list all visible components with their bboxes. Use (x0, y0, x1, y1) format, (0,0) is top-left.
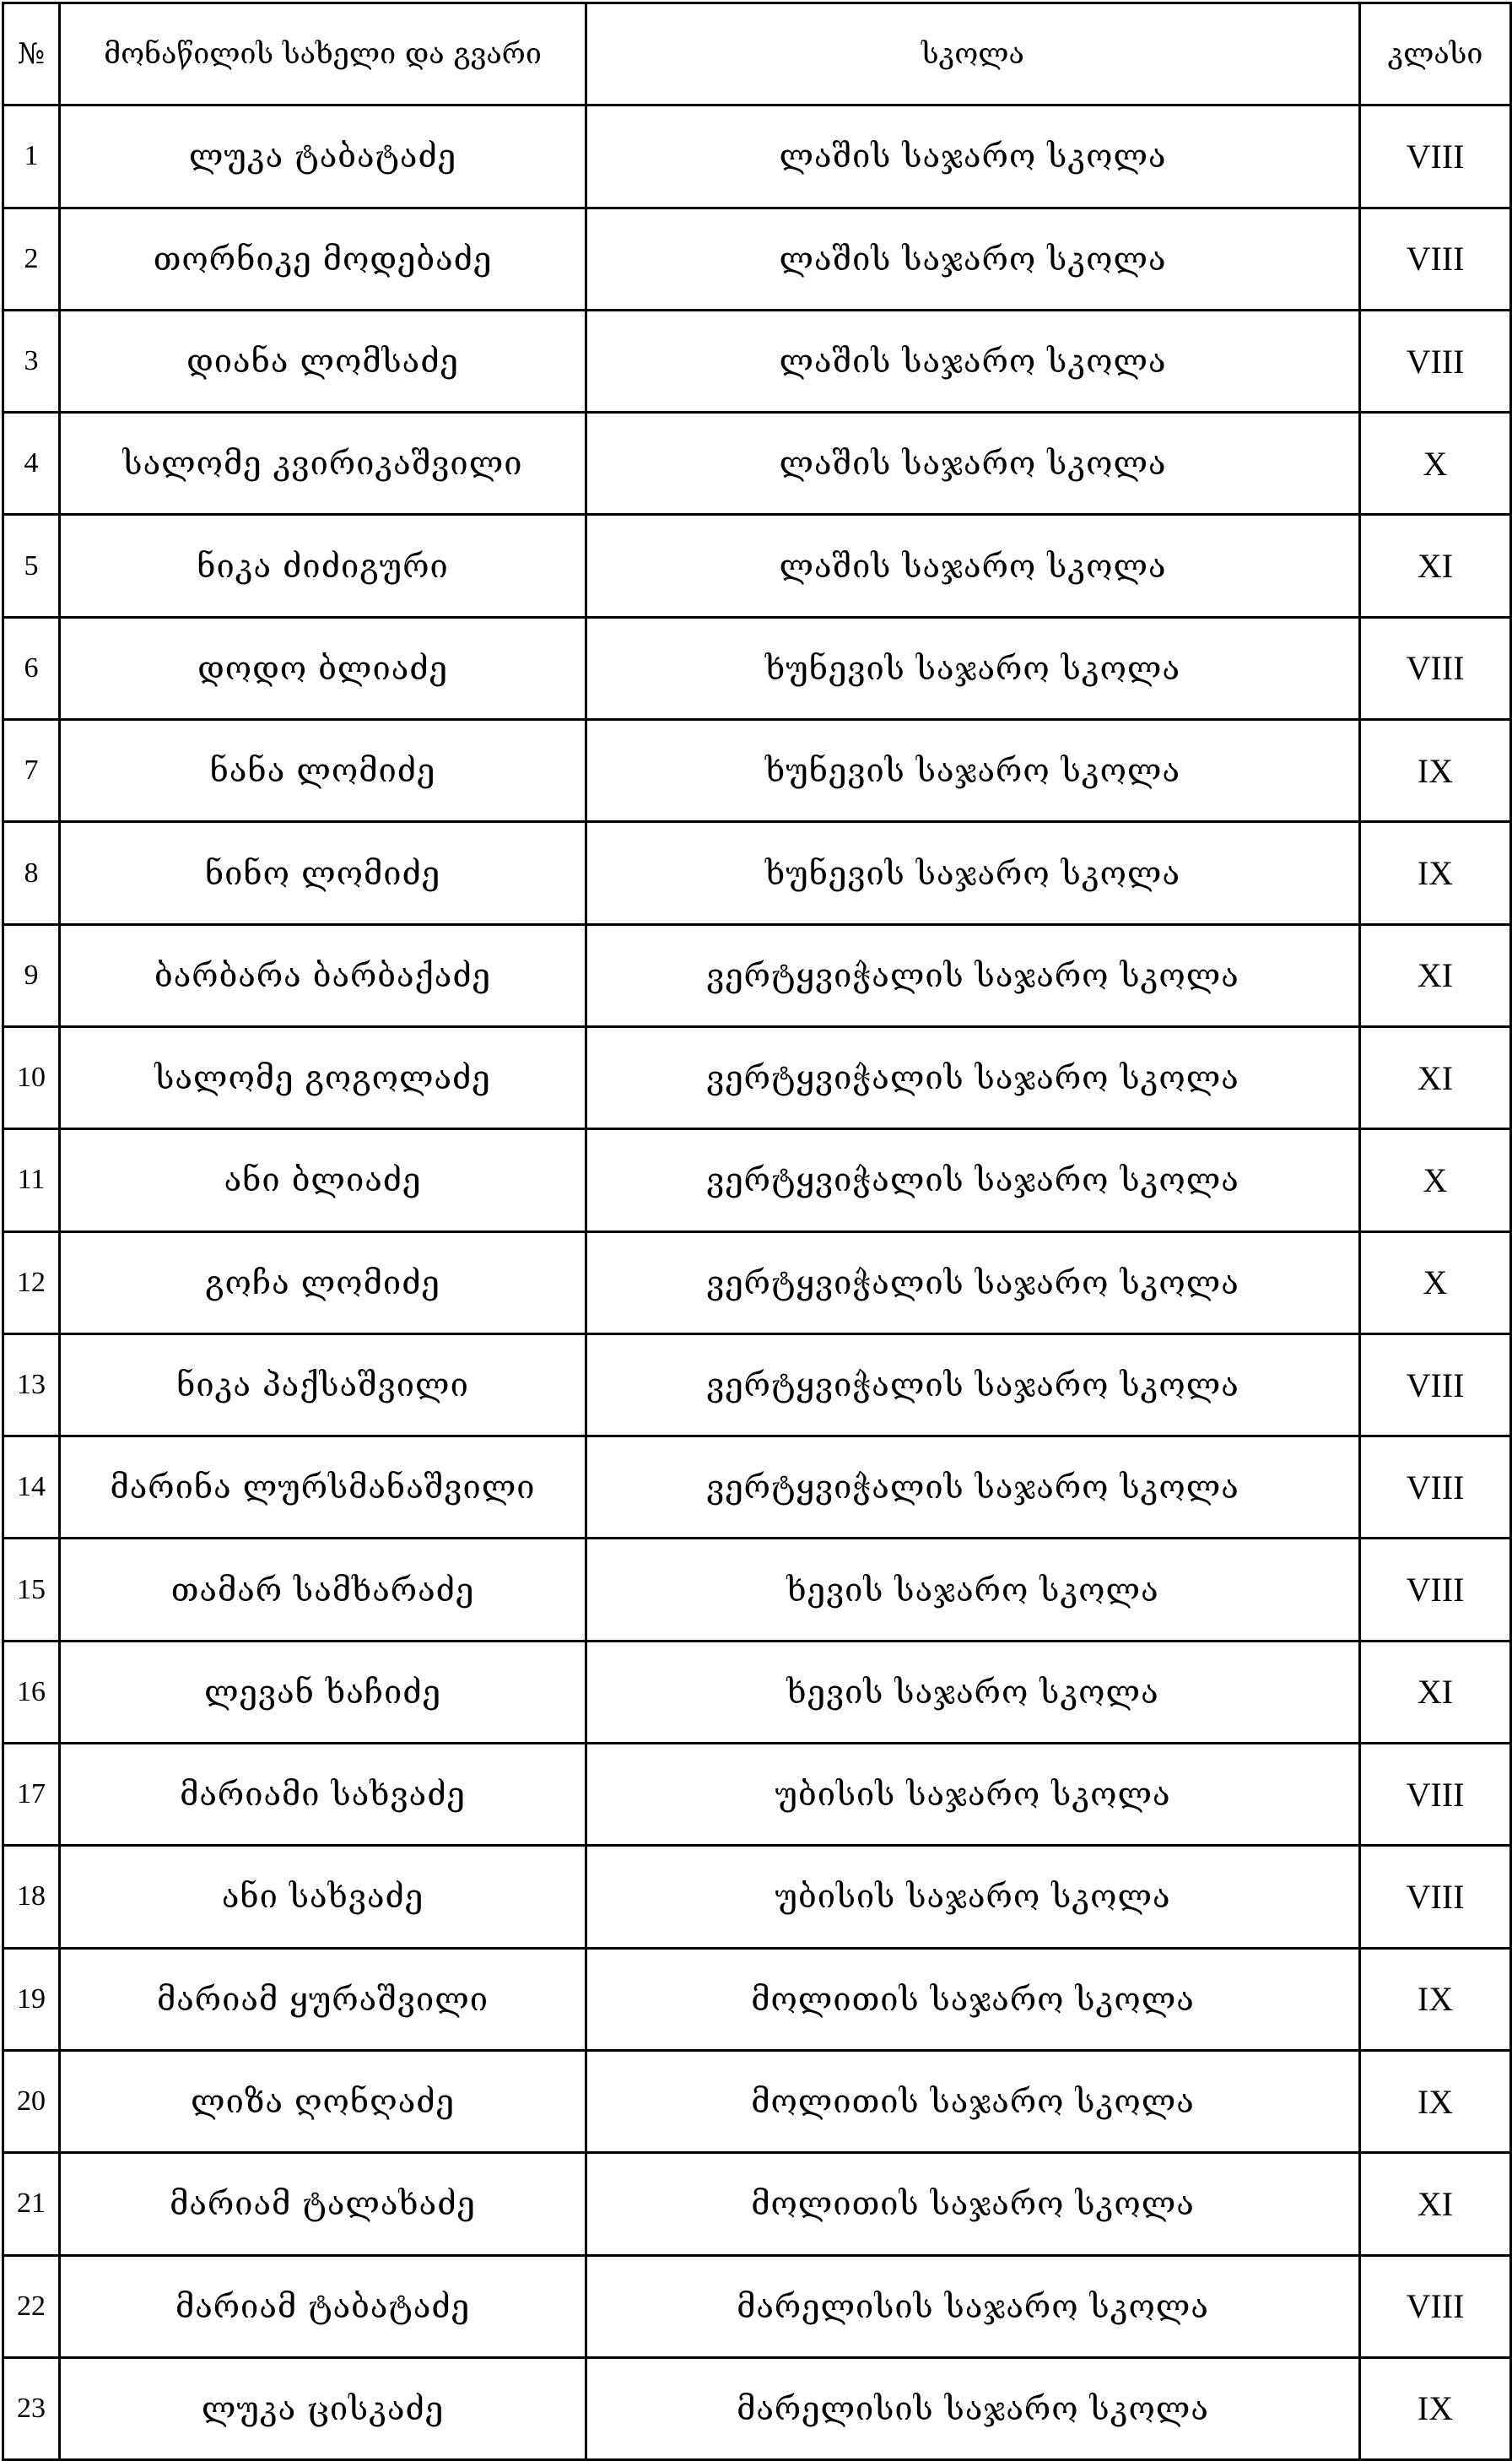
table-row (3, 720, 1511, 822)
cell-class: XI (1360, 1641, 1511, 1743)
cell-number: 14 (3, 1436, 60, 1539)
cell-participant-name: მარიამ ყურაშვილი (60, 1948, 586, 2050)
table-row (3, 617, 1511, 719)
table-row (3, 1333, 1511, 1436)
cell-class: IX (1360, 1948, 1511, 2050)
cell-class: VIII (1360, 1333, 1511, 1436)
cell-participant-name: გოჩა ლომიძე (60, 1231, 586, 1333)
header-class: კლასი (1360, 3, 1511, 105)
cell-number: 5 (3, 515, 60, 617)
table-row (3, 515, 1511, 617)
table-row (3, 1846, 1511, 1948)
cell-participant-name: ნანა ლომიძე (60, 720, 586, 822)
table-row (3, 1436, 1511, 1539)
cell-class: VIII (1360, 105, 1511, 208)
cell-class: VIII (1360, 1539, 1511, 1641)
cell-school: ლაშის საჯარო სკოლა (586, 515, 1360, 617)
cell-number: 11 (3, 1129, 60, 1231)
table-row (3, 2050, 1511, 2152)
cell-participant-name: ლუკა ცისკაძე (60, 2357, 586, 2459)
cell-number: 3 (3, 310, 60, 412)
cell-participant-name: ბარბარა ბარბაქაძე (60, 924, 586, 1026)
cell-class: XI (1360, 924, 1511, 1026)
cell-school: მარელისის საჯარო სკოლა (586, 2255, 1360, 2357)
cell-number: 15 (3, 1539, 60, 1641)
cell-class: XI (1360, 515, 1511, 617)
cell-number: 20 (3, 2050, 60, 2152)
table-row (3, 1948, 1511, 2050)
cell-school: მოლითის საჯარო სკოლა (586, 2153, 1360, 2255)
table-row (3, 105, 1511, 208)
cell-number: 17 (3, 1744, 60, 1846)
cell-school: ხუნევის საჯარო სკოლა (586, 822, 1360, 924)
table-body (3, 105, 1511, 2460)
cell-school: ვერტყვიჭალის საჯარო სკოლა (586, 1026, 1360, 1128)
cell-number: 13 (3, 1333, 60, 1436)
table-row (3, 1744, 1511, 1846)
cell-class: XI (1360, 2153, 1511, 2255)
cell-class: IX (1360, 822, 1511, 924)
cell-number: 18 (3, 1846, 60, 1948)
cell-participant-name: ანი სახვაძე (60, 1846, 586, 1948)
cell-school: უბისის საჯარო სკოლა (586, 1744, 1360, 1846)
cell-school: ლაშის საჯარო სკოლა (586, 105, 1360, 208)
table-row (3, 1231, 1511, 1333)
cell-school: ვერტყვიჭალის საჯარო სკოლა (586, 1231, 1360, 1333)
cell-class: VIII (1360, 208, 1511, 310)
cell-class: X (1360, 1129, 1511, 1231)
table-row (3, 2255, 1511, 2357)
cell-school: ხევის საჯარო სკოლა (586, 1641, 1360, 1743)
table-row (3, 924, 1511, 1026)
cell-class: VIII (1360, 617, 1511, 719)
table-row (3, 1129, 1511, 1231)
cell-school: ლაშის საჯარო სკოლა (586, 208, 1360, 310)
cell-participant-name: მარიამ ტაბატაძე (60, 2255, 586, 2357)
cell-number: 21 (3, 2153, 60, 2255)
cell-school: მარელისის საჯარო სკოლა (586, 2357, 1360, 2459)
header-participant-name: მონაწილის სახელი და გვარი (60, 3, 586, 105)
cell-class: VIII (1360, 1846, 1511, 1948)
cell-school: ლაშის საჯარო სკოლა (586, 413, 1360, 515)
cell-participant-name: დიანა ლომსაძე (60, 310, 586, 412)
table-row (3, 2153, 1511, 2255)
cell-class: IX (1360, 2050, 1511, 2152)
cell-number: 8 (3, 822, 60, 924)
cell-school: ხუნევის საჯარო სკოლა (586, 720, 1360, 822)
cell-participant-name: დოდო ბლიაძე (60, 617, 586, 719)
header-number: № (3, 3, 60, 105)
header-school: სკოლა (586, 3, 1360, 105)
cell-participant-name: სალომე გოგოლაძე (60, 1026, 586, 1128)
cell-number: 10 (3, 1026, 60, 1128)
cell-number: 22 (3, 2255, 60, 2357)
cell-number: 4 (3, 413, 60, 515)
cell-class: VIII (1360, 1744, 1511, 1846)
table-row (3, 2357, 1511, 2459)
cell-participant-name: მარიამ ტალახაძე (60, 2153, 586, 2255)
cell-school: მოლითის საჯარო სკოლა (586, 2050, 1360, 2152)
participants-table (2, 2, 1512, 2461)
table-row (3, 1539, 1511, 1641)
cell-number: 1 (3, 105, 60, 208)
cell-participant-name: თორნიკე მოდებაძე (60, 208, 586, 310)
cell-participant-name: ნინო ლომიძე (60, 822, 586, 924)
cell-class: VIII (1360, 2255, 1511, 2357)
cell-school: ლაშის საჯარო სკოლა (586, 310, 1360, 412)
cell-school: ხევის საჯარო სკოლა (586, 1539, 1360, 1641)
cell-participant-name: ლუკა ტაბატაძე (60, 105, 586, 208)
cell-participant-name: ნიკა პაქსაშვილი (60, 1333, 586, 1436)
cell-participant-name: სალომე კვირიკაშვილი (60, 413, 586, 515)
table-header-row (3, 3, 1511, 105)
table-row (3, 310, 1511, 412)
cell-number: 19 (3, 1948, 60, 2050)
cell-number: 12 (3, 1231, 60, 1333)
cell-school: ხუნევის საჯარო სკოლა (586, 617, 1360, 719)
cell-participant-name: ნიკა ძიძიგური (60, 515, 586, 617)
table-row (3, 208, 1511, 310)
cell-school: უბისის საჯარო სკოლა (586, 1846, 1360, 1948)
table-row (3, 1026, 1511, 1128)
cell-number: 6 (3, 617, 60, 719)
cell-school: ვერტყვიჭალის საჯარო სკოლა (586, 1333, 1360, 1436)
table-row (3, 1641, 1511, 1743)
cell-number: 2 (3, 208, 60, 310)
cell-class: IX (1360, 720, 1511, 822)
cell-class: XI (1360, 1026, 1511, 1128)
cell-participant-name: მარინა ლურსმანაშვილი (60, 1436, 586, 1539)
cell-participant-name: მარიამი სახვაძე (60, 1744, 586, 1846)
cell-school: ვერტყვიჭალის საჯარო სკოლა (586, 1129, 1360, 1231)
cell-class: X (1360, 413, 1511, 515)
cell-class: VIII (1360, 1436, 1511, 1539)
table-row (3, 822, 1511, 924)
cell-school: მოლითის საჯარო სკოლა (586, 1948, 1360, 2050)
cell-number: 7 (3, 720, 60, 822)
cell-class: IX (1360, 2357, 1511, 2459)
cell-school: ვერტყვიჭალის საჯარო სკოლა (586, 1436, 1360, 1539)
cell-participant-name: ანი ბლიაძე (60, 1129, 586, 1231)
cell-class: X (1360, 1231, 1511, 1333)
cell-school: ვერტყვიჭალის საჯარო სკოლა (586, 924, 1360, 1026)
cell-number: 23 (3, 2357, 60, 2459)
cell-number: 16 (3, 1641, 60, 1743)
cell-participant-name: თამარ სამხარაძე (60, 1539, 586, 1641)
cell-number: 9 (3, 924, 60, 1026)
cell-participant-name: ლევან ხაჩიძე (60, 1641, 586, 1743)
cell-participant-name: ლიზა ღონღაძე (60, 2050, 586, 2152)
table-row (3, 413, 1511, 515)
cell-class: VIII (1360, 310, 1511, 412)
